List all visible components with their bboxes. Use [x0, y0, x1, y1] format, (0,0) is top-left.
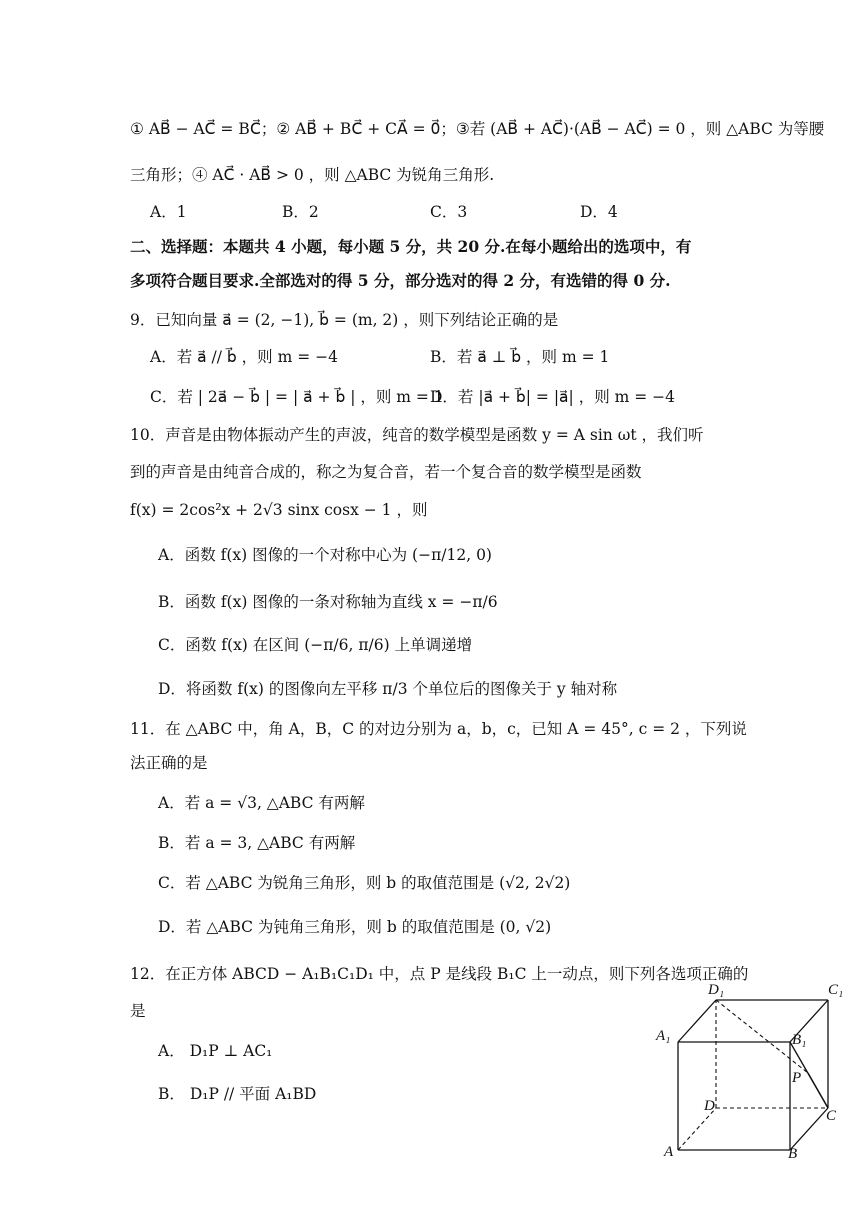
- q9-option-c: C．若 | 2a⃗ − b⃗ | = | a⃗ + b⃗ | ，则 m = 1: [150, 388, 444, 406]
- cube-figure: [650, 980, 850, 1160]
- q10-option-b: B．函数 f(x) 图像的一条对称轴为直线 x = −π/6: [158, 593, 498, 611]
- label-d: D: [704, 1098, 715, 1114]
- q11-option-b: B．若 a = 3, △ABC 有两解: [158, 834, 356, 852]
- hidden-edge-a-d: [678, 1108, 716, 1150]
- q10-line2: 到的声音是由纯音合成的，称之为复合音，若一个复合音的数学模型是函数: [130, 463, 642, 481]
- q11-option-a: A．若 a = √3, △ABC 有两解: [158, 794, 365, 812]
- label-c1: C₁: [828, 982, 844, 998]
- q8-statement-line1: ① AB⃗ − AC⃗ = BC⃗；② AB⃗ + BC⃗ + CA⃗ = 0⃗；③若 (AB⃗ + AC⃗)·(AB⃗ − AC⃗) = 0 ，则 △ABC 为等腰: [130, 120, 825, 138]
- label-p: P: [792, 1070, 802, 1086]
- section-2-line2: 多项符合题目要求.全部选对的得 5 分，部分选对的得 2 分，有选错的得 0 分.: [130, 271, 671, 290]
- q10-line3: f(x) = 2cos²x + 2√3 sinx cosx − 1 ，则: [130, 501, 428, 519]
- q8-option-c: C．3: [430, 203, 468, 221]
- label-b: B: [788, 1146, 798, 1160]
- q10-option-d: D．将函数 f(x) 的图像向左平移 π/3 个单位后的图像关于 y 轴对称: [158, 680, 618, 698]
- q8-option-d: D．4: [580, 203, 618, 221]
- q9-option-d: D．若 |a⃗ + b⃗| = |a⃗| ，则 m = −4: [430, 388, 676, 406]
- q10-line1: 10．声音是由物体振动产生的声波，纯音的数学模型是函数 y = A sin ωt ，我们听: [130, 426, 704, 444]
- edge-d1-a1: [678, 1000, 716, 1042]
- label-c: C: [826, 1108, 837, 1124]
- q11-line1: 11．在 △ABC 中，角 A，B，C 的对边分别为 a，b，c，已知 A = 45°, c = 2 ，下列说: [130, 720, 747, 738]
- q12-line2: 是: [130, 1002, 146, 1020]
- label-d1: D₁: [708, 982, 725, 998]
- q12-line1: 12．在正方体 ABCD − A₁B₁C₁D₁ 中，点 P 是线段 B₁C 上一动点，则下列各选项正确的: [130, 965, 749, 983]
- q8-option-a: A．1: [150, 203, 187, 221]
- q11-option-c: C．若 △ABC 为锐角三角形，则 b 的取值范围是 (√2, 2√2): [158, 874, 571, 892]
- edge-b-c: [790, 1108, 828, 1150]
- label-a1: A₁: [656, 1028, 671, 1044]
- label-b1: B₁: [792, 1032, 807, 1048]
- section-2-line1: 二、选择题：本题共 4 小题，每小题 5 分，共 20 分.在每小题给出的选项中，有: [130, 237, 692, 256]
- q8-statement-line2: 三角形；④ AC⃗ · AB⃗ > 0 ，则 △ABC 为锐角三角形.: [130, 166, 495, 184]
- q12-option-a: A． D₁P ⊥ AC₁: [158, 1042, 273, 1060]
- label-a: A: [664, 1144, 674, 1160]
- q11-option-d: D．若 △ABC 为钝角三角形，则 b 的取值范围是 (0, √2): [158, 918, 552, 936]
- q11-line2: 法正确的是: [130, 754, 208, 772]
- segment-p-c: [808, 1073, 828, 1108]
- q9-option-b: B．若 a⃗ ⊥ b⃗ ，则 m = 1: [430, 348, 610, 366]
- q10-option-a: A．函数 f(x) 图像的一个对称中心为 (−π/12, 0): [158, 546, 492, 564]
- q9-stem: 9．已知向量 a⃗ = (2, −1), b⃗ = (m, 2) ，则下列结论正确的是: [130, 311, 559, 329]
- q10-option-c: C．函数 f(x) 在区间 (−π/6, π/6) 上单调递增: [158, 636, 473, 654]
- q8-option-b: B．2: [282, 203, 319, 221]
- q12-option-b: B． D₁P // 平面 A₁BD: [158, 1085, 317, 1103]
- q9-option-a: A．若 a⃗ // b⃗ ，则 m = −4: [150, 348, 338, 366]
